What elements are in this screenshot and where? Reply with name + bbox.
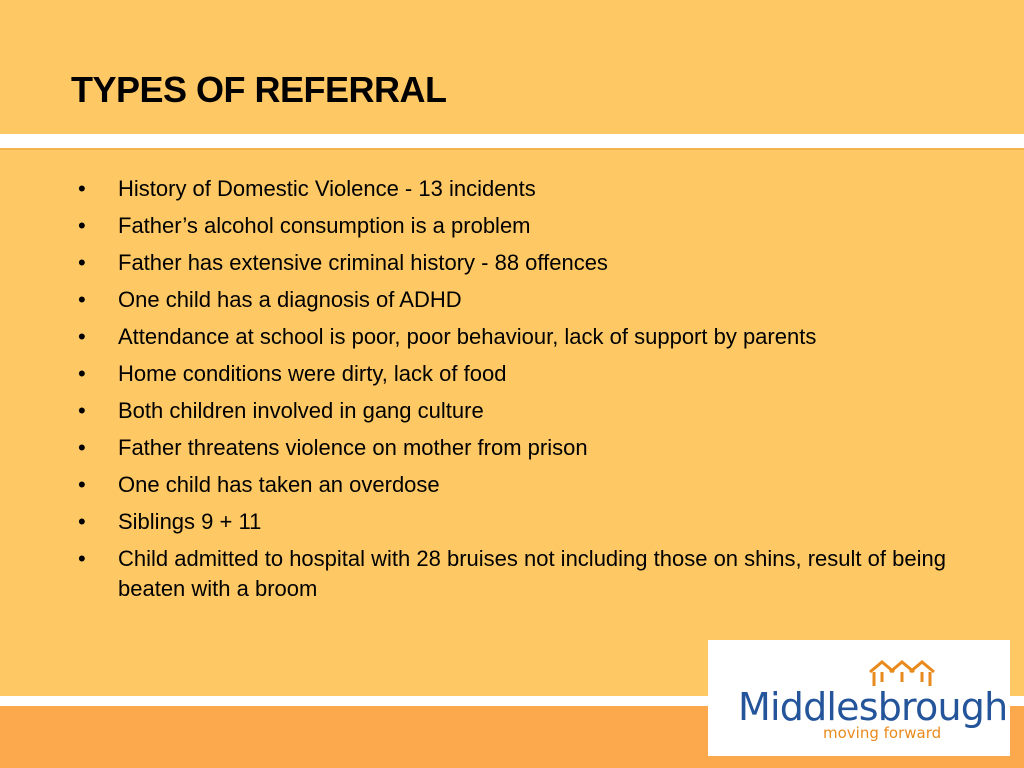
list-item-text: Home conditions were dirty, lack of food xyxy=(118,361,507,386)
header-band xyxy=(0,0,1024,134)
bullet-icon: • xyxy=(78,398,86,423)
list-item xyxy=(78,544,958,604)
bullet-icon: • xyxy=(78,472,86,497)
list-item-text: Father’s alcohol consumption is a problem xyxy=(118,213,531,238)
list-item-text: Attendance at school is poor, poor behaviour, lack of support by parents xyxy=(118,324,817,349)
bullet-icon: • xyxy=(78,250,86,275)
divider-stripe xyxy=(0,134,1024,148)
list-item xyxy=(78,248,958,278)
bullet-icon: • xyxy=(78,213,86,238)
list-item xyxy=(78,174,958,204)
list-item xyxy=(78,433,958,463)
list-item xyxy=(78,470,958,500)
slide-title: TYPES OF REFERRAL xyxy=(71,69,447,110)
list-item-text: Siblings 9 + 11 xyxy=(118,509,262,534)
list-item-text: History of Domestic Violence - 13 incidents xyxy=(118,176,536,201)
logo-name: Middlesbrough xyxy=(738,685,1008,729)
bullet-icon: • xyxy=(78,509,86,534)
logo xyxy=(708,640,1010,756)
list-item-text: One child has taken an overdose xyxy=(118,472,440,497)
logo-tagline: moving forward xyxy=(823,724,942,742)
list-item-text: Father has extensive criminal history - 88 offences xyxy=(118,250,608,275)
house-roofs-icon xyxy=(868,658,938,688)
bullet-icon: • xyxy=(78,324,86,349)
list-item-text: Child admitted to hospital with 28 bruises not including those on shins, result of being beaten with a broom xyxy=(118,546,946,601)
list-item xyxy=(78,285,958,315)
bullet-icon: • xyxy=(78,435,86,460)
list-item xyxy=(78,211,958,241)
bullet-icon: • xyxy=(78,361,86,386)
list-item xyxy=(78,359,958,389)
bullet-list xyxy=(78,174,958,611)
list-item xyxy=(78,322,958,352)
list-item xyxy=(78,396,958,426)
bullet-icon: • xyxy=(78,546,86,571)
list-item-text: One child has a diagnosis of ADHD xyxy=(118,287,462,312)
list-item-text: Father threatens violence on mother from prison xyxy=(118,435,588,460)
bullet-icon: • xyxy=(78,287,86,312)
bullet-icon: • xyxy=(78,176,86,201)
list-item xyxy=(78,507,958,537)
list-item-text: Both children involved in gang culture xyxy=(118,398,484,423)
